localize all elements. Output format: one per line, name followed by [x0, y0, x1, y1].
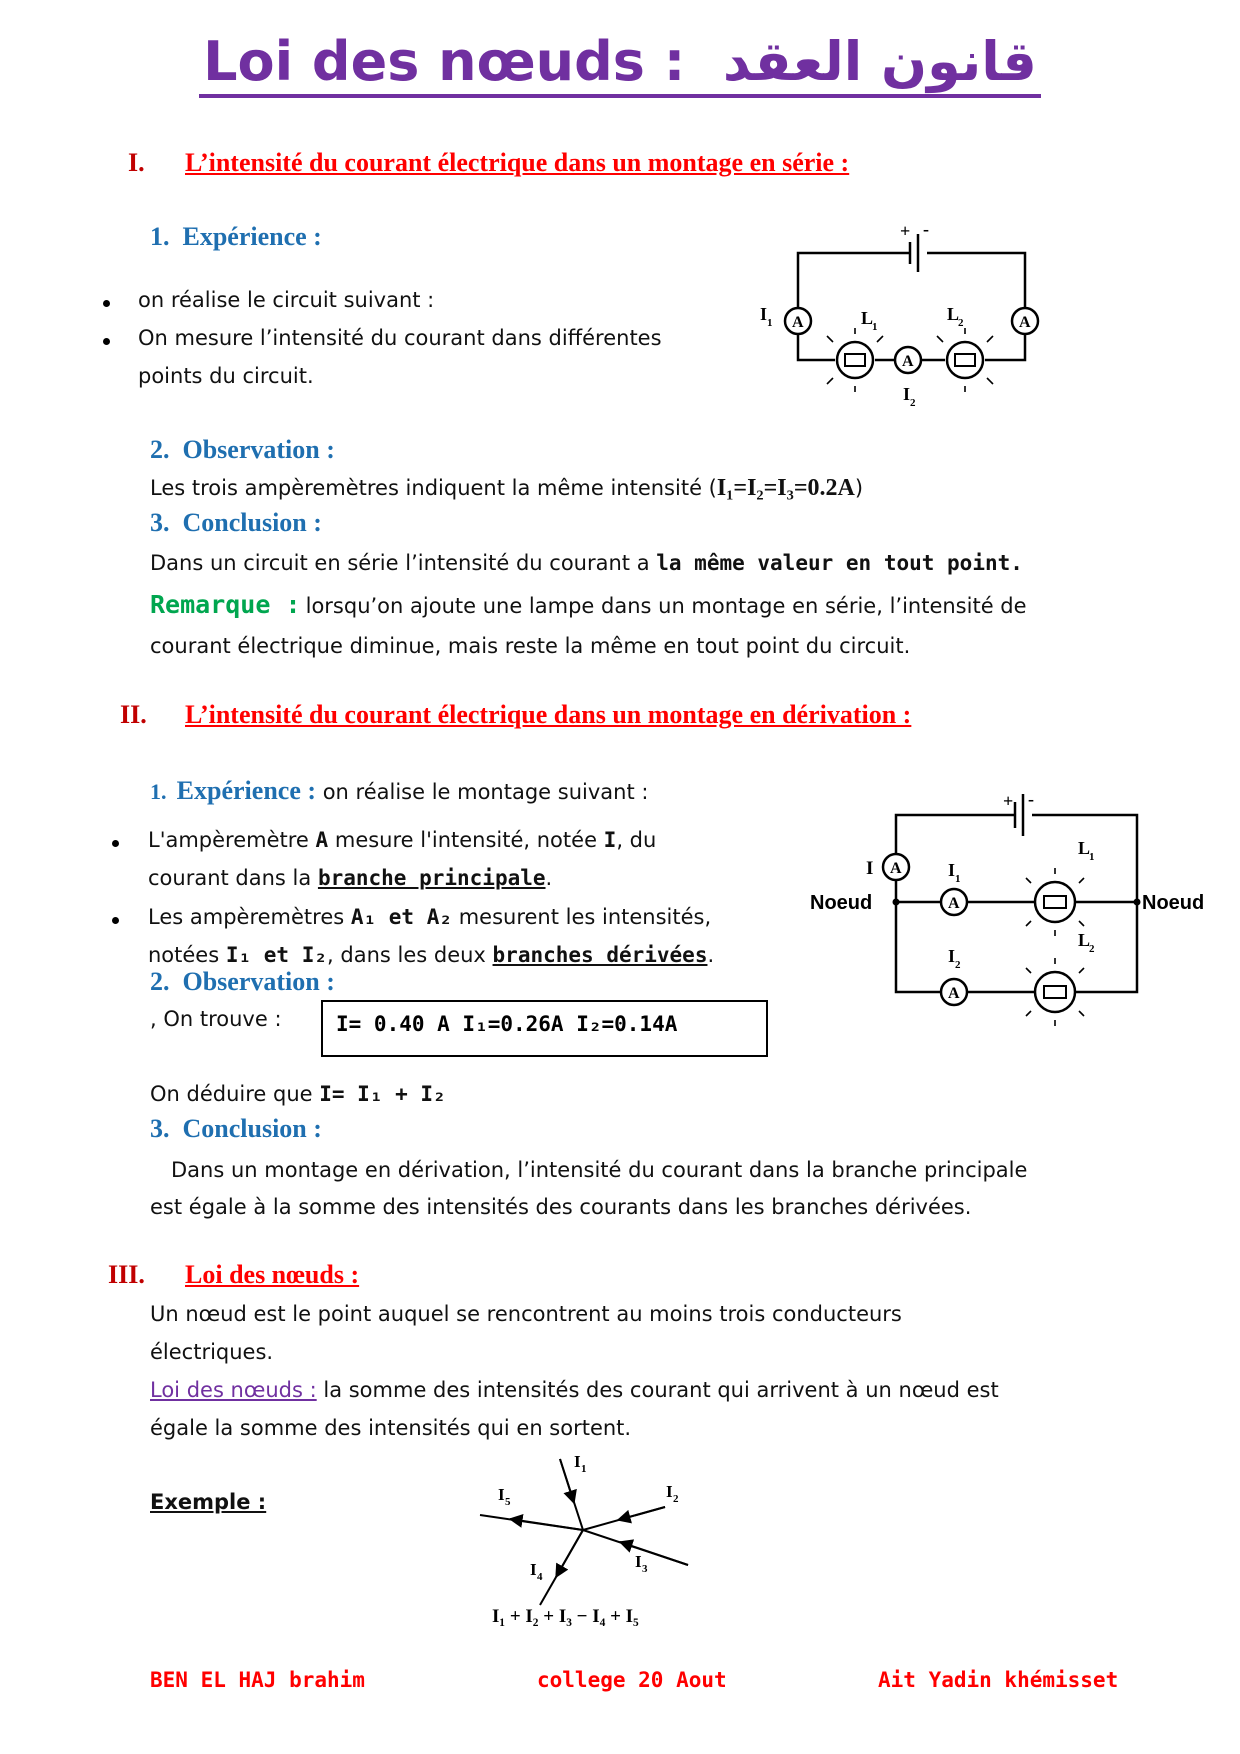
s2-bullet-2-cont: notées I₁ et I₂, dans les deux branches dérivées. — [148, 943, 715, 967]
ammeter-label: A — [948, 895, 960, 912]
s3-law-line1: Loi des nœuds : la somme des intensités des courant qui arrivent à un nœud est — [150, 1378, 999, 1402]
node-equation: I₁ + I₂ + I₃ − I₄ + I₅ — [492, 1606, 639, 1627]
current-label-i: I — [866, 858, 874, 879]
minus-terminal-label: - — [1028, 790, 1034, 809]
s2-conclusion-heading: 3. Conclusion : — [150, 1114, 322, 1143]
node-example-diagram — [470, 1455, 730, 1635]
current-label-i2: I — [948, 946, 956, 966]
current-label-i2: I — [903, 384, 911, 404]
subscript: 2 — [1089, 943, 1095, 955]
section-2-number: II. — [120, 700, 147, 729]
bullet — [103, 300, 110, 307]
current-label-i1: I — [948, 860, 956, 880]
s2-conclusion-line2: est égale à la somme des intensités des courants dans les branches dérivées. — [150, 1195, 972, 1219]
section-1-title: L’intensité du courant électrique dans un montage en série : — [185, 148, 850, 177]
s2-deduction: On déduire que I= I₁ + I₂ — [150, 1082, 446, 1106]
s1-experience-heading: 1. Expérience : — [150, 222, 322, 251]
plus-terminal-label: + — [1003, 791, 1014, 811]
footer-author: BEN EL HAJ brahim — [150, 1668, 365, 1692]
subscript: 2 — [910, 397, 916, 409]
s1-remark: Remarque : lorsqu’on ajoute une lampe dans un montage en série, l’intensité de — [150, 590, 1027, 619]
s1-remark-cont: courant électrique diminue, mais reste la même en tout point du circuit. — [150, 634, 911, 658]
s2-observation-lead: , On trouve : — [150, 1007, 282, 1031]
node-label-right: Noeud — [1142, 892, 1205, 914]
s2-conclusion-line1: Dans un montage en dérivation, l’intensité du courant dans la branche principale — [171, 1158, 1028, 1182]
subscript: 2 — [955, 959, 961, 971]
subscript: 1 — [955, 873, 961, 885]
section-3-title: Loi des nœuds : — [185, 1260, 360, 1289]
s1-observation-text: Les trois ampèremètres indiquent la même intensité (I₁=I₂=I₃=0.2A) — [150, 475, 864, 501]
lamp-label-l2: L — [1078, 930, 1091, 950]
s2-bullet-1: L'ampèremètre A mesure l'intensité, notée I, du — [148, 828, 657, 852]
subscript: 4 — [537, 1571, 543, 1583]
s1-bullet-2-cont: points du circuit. — [138, 364, 314, 388]
current-label-i3: I — [635, 1552, 642, 1571]
footer-location: Ait Yadin khémisset — [878, 1668, 1119, 1692]
s1-bullet-2: On mesure l’intensité du courant dans différentes — [138, 326, 662, 350]
plus-terminal-label: + — [900, 221, 911, 241]
s3-definition-line2: électriques. — [150, 1340, 274, 1364]
measurement-values: I= 0.40 A I₁=0.26A I₂=0.14A — [336, 1012, 678, 1036]
section-2-title: L’intensité du courant électrique dans un montage en dérivation : — [185, 700, 912, 729]
ammeter-label: A — [890, 860, 902, 877]
bullet — [103, 338, 110, 345]
series-circuit-diagram — [755, 220, 1055, 420]
bullet — [112, 840, 119, 847]
current-label-i5: I — [498, 1485, 505, 1504]
s2-observation-heading: 2. Observation : — [150, 967, 335, 996]
s1-observation-heading: 2. Observation : — [150, 435, 335, 464]
node-label-left: Noeud — [810, 892, 873, 914]
footer-school: college 20 Aout — [537, 1668, 727, 1692]
bullet — [112, 917, 119, 924]
subscript: 1 — [767, 317, 773, 329]
current-label-i1: I — [574, 1455, 581, 1471]
current-label-i1: I — [760, 304, 768, 324]
subscript: 1 — [581, 1463, 587, 1475]
s1-conclusion-heading: 3. Conclusion : — [150, 508, 322, 537]
s1-bullet-1: on réalise le circuit suivant : — [138, 288, 435, 312]
example-label: Exemple : — [150, 1490, 267, 1514]
s3-definition-line1: Un nœud est le point auquel se rencontrent au moins trois conducteurs — [150, 1302, 902, 1326]
minus-terminal-label: - — [923, 220, 929, 239]
s2-bullet-1-cont: courant dans la branche principale. — [148, 866, 553, 890]
ammeter-label: A — [902, 353, 914, 370]
subscript: 2 — [673, 1493, 679, 1505]
subscript: 1 — [872, 321, 878, 333]
current-label-i2: I — [666, 1482, 673, 1501]
s2-experience-heading: 1. Expérience : on réalise le montage suivant : — [150, 776, 649, 805]
subscript: 3 — [642, 1563, 648, 1575]
lamp-label-l1: L — [861, 308, 874, 328]
subscript: 1 — [1089, 851, 1095, 863]
current-label-i4: I — [530, 1560, 537, 1579]
ammeter-label: A — [948, 985, 960, 1002]
parallel-circuit-diagram — [810, 790, 1230, 1030]
ammeter-label: A — [1019, 314, 1031, 331]
section-3-number: III. — [108, 1260, 145, 1289]
section-1-number: I. — [128, 148, 145, 177]
subscript: 5 — [505, 1496, 511, 1508]
lamp-label-l2: L — [947, 304, 960, 324]
s3-law-line2: égale la somme des intensités qui en sortent. — [150, 1416, 632, 1440]
ammeter-label: A — [792, 314, 804, 331]
page-title: Loi des nœuds : قانون العقد — [0, 30, 1240, 98]
subscript: 2 — [958, 317, 964, 329]
lamp-label-l1: L — [1078, 838, 1091, 858]
s1-conclusion-text: Dans un circuit en série l’intensité du courant a la même valeur en tout point. — [150, 551, 1023, 575]
s2-bullet-2: Les ampèremètres A₁ et A₂ mesurent les intensités, — [148, 905, 712, 929]
